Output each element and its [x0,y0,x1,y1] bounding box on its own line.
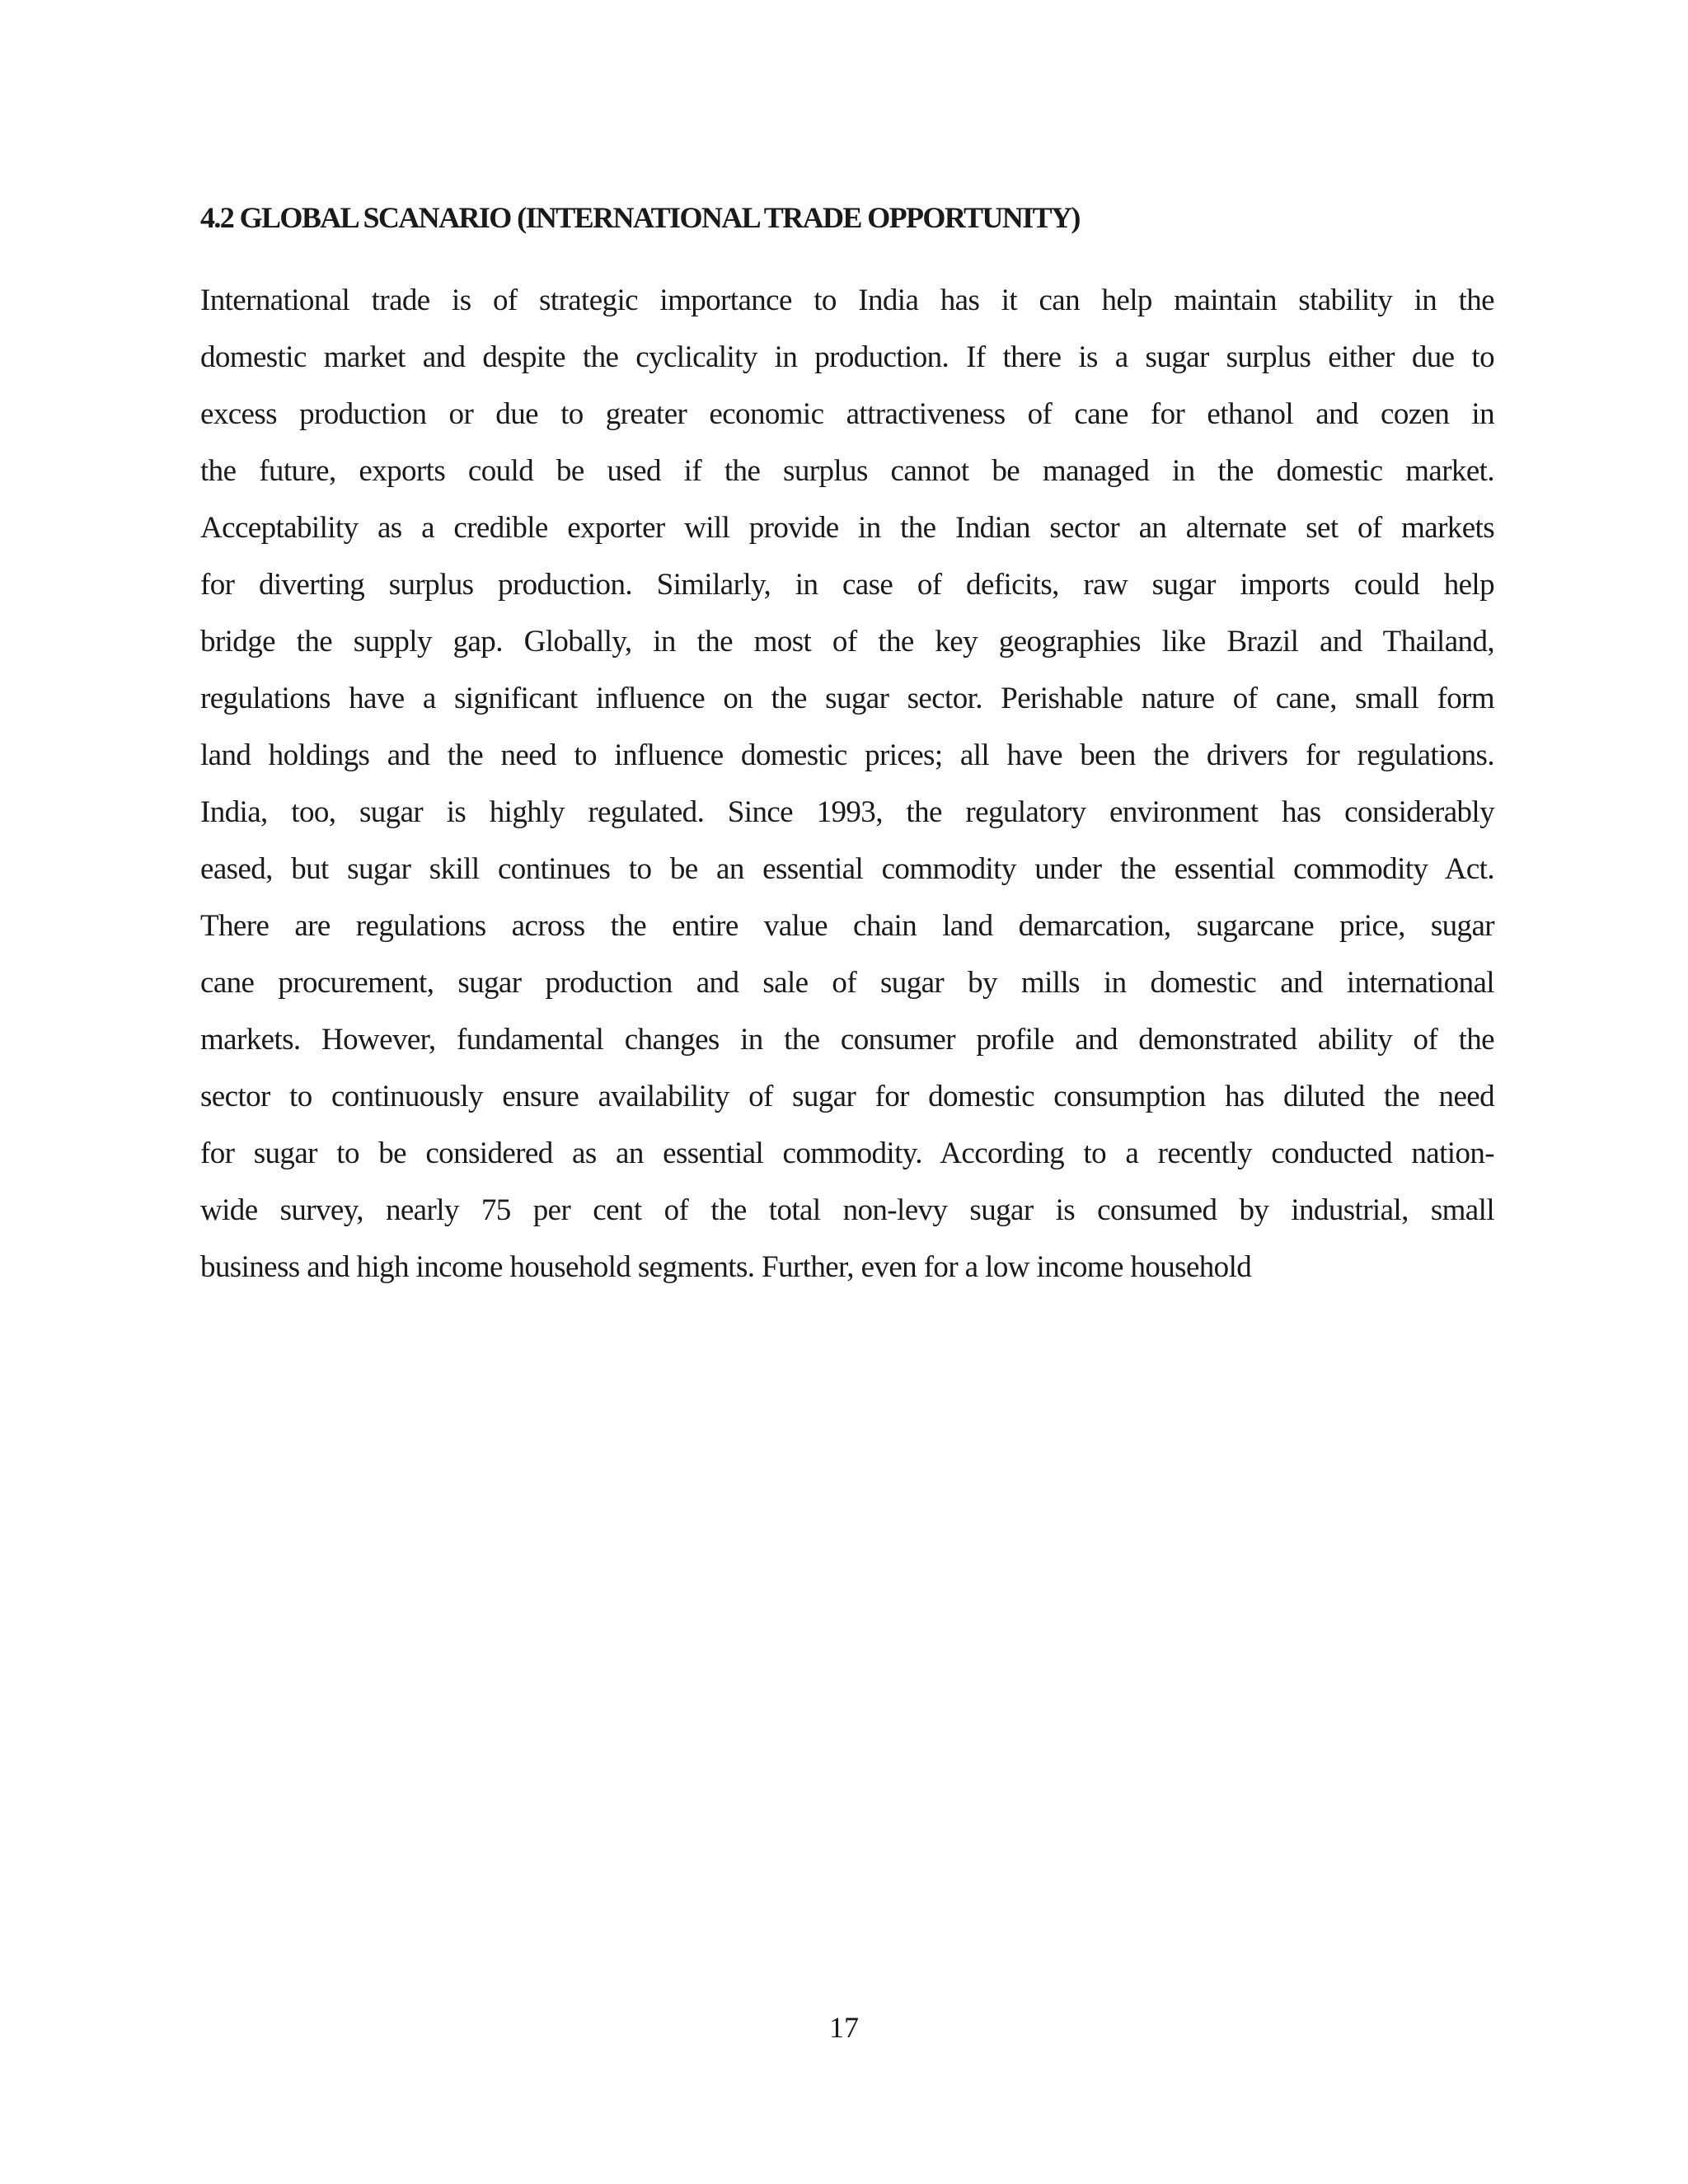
paragraph-line: regulations have a significant influence on the sugar sector. Perishable nature of cane, small form [200,682,1494,715]
section-heading: 4.2 GLOBAL SCANARIO (INTERNATIONAL TRADE OPPORTUNITY) [200,201,1080,234]
paragraph-line: domestic market and despite the cyclicality in production. If there is a sugar surplus either due to [200,340,1494,374]
paragraph-line: the future, exports could be used if the surplus cannot be managed in the domestic market. [200,454,1494,488]
paragraph-line: There are regulations across the entire value chain land demarcation, sugarcane price, sugar [200,909,1494,943]
paragraph-line: land holdings and the need to influence domestic prices; all have been the drivers for regulations. [200,738,1494,772]
paragraph-line: cane procurement, sugar production and sale of sugar by mills in domestic and international [200,966,1494,1000]
paragraph-line: sector to continuously ensure availability of sugar for domestic consumption has diluted the need [200,1080,1494,1113]
paragraph-line: for sugar to be considered as an essential commodity. According to a recently conducted nation- [200,1137,1494,1170]
body-paragraph [200,272,1494,1296]
paragraph-line: excess production or due to greater economic attractiveness of cane for ethanol and cozen in [200,397,1494,431]
paragraph-line: for diverting surplus production. Similarly, in case of deficits, raw sugar imports could help [200,568,1494,602]
paragraph-line: Acceptability as a credible exporter will provide in the Indian sector an alternate set of markets [200,511,1494,545]
paragraph-line: wide survey, nearly 75 per cent of the total non-levy sugar is consumed by industrial, small [200,1193,1494,1227]
paragraph-line: eased, but sugar skill continues to be an essential commodity under the essential commodity Act. [200,852,1494,886]
paragraph-line: International trade is of strategic importance to India has it can help maintain stability in the [200,284,1494,317]
page-number: 17 [829,2011,859,2044]
paragraph-line: bridge the supply gap. Globally, in the most of the key geographies like Brazil and Thailand, [200,625,1494,658]
paragraph-line: business and high income household segments. Further, even for a low income household [200,1250,1252,1284]
paragraph-line: India, too, sugar is highly regulated. Since 1993, the regulatory environment has considerably [200,795,1494,829]
paragraph-line: markets. However, fundamental changes in the consumer profile and demonstrated ability of the [200,1023,1494,1057]
